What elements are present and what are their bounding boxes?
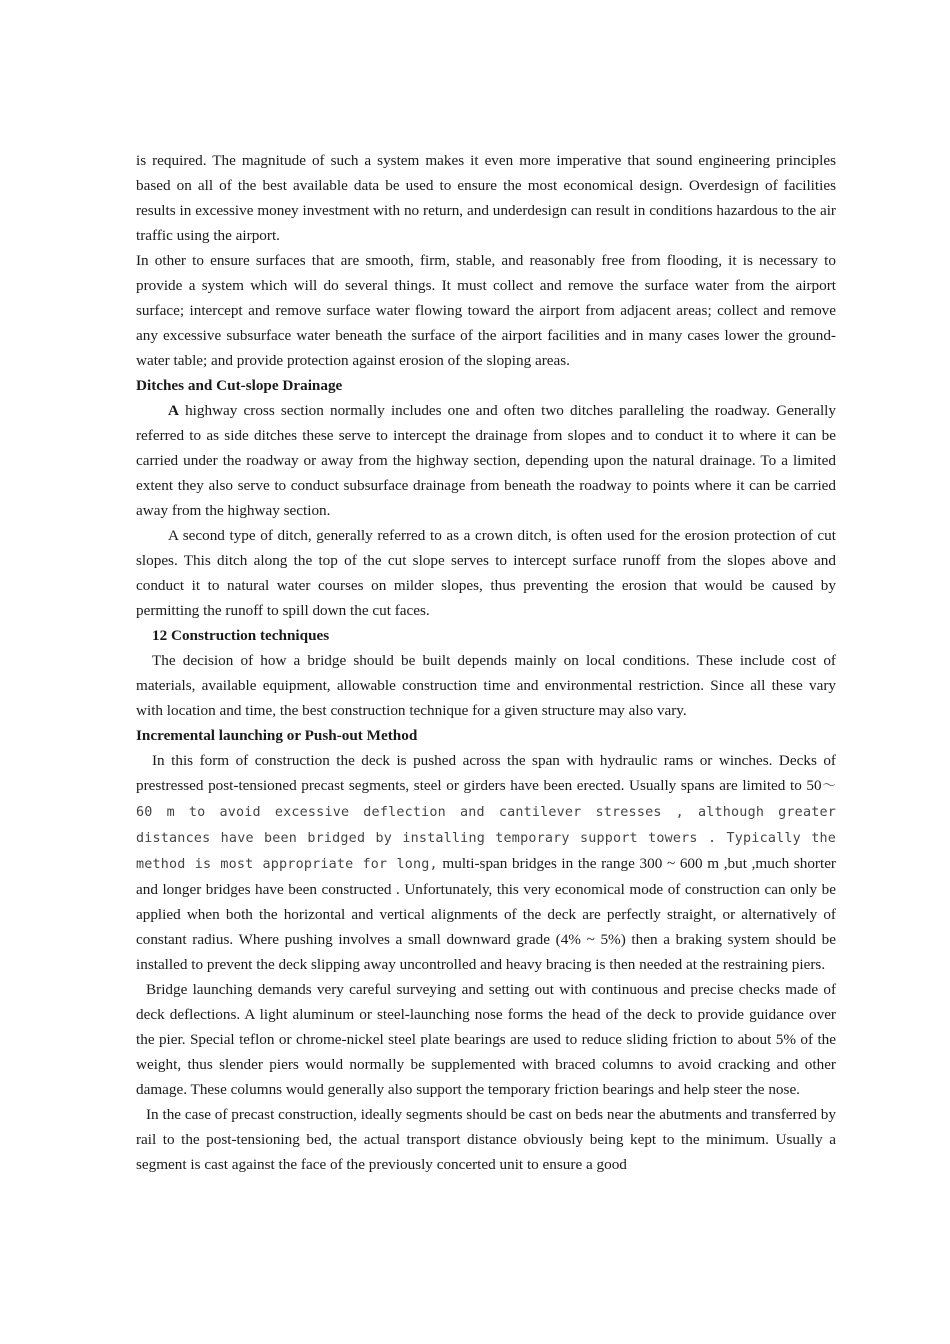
paragraph-bridge-decision: The decision of how a bridge should be built depends mainly on local conditions. These include cost of materials, available equipment, allowable construction time and environmental restriction. Since all these vary with location and time, the best construction technique for a given structure may also vary. — [136, 652, 836, 719]
heading-construction-techniques: 12 Construction techniques — [152, 627, 330, 644]
paragraph-side-ditches — [136, 398, 836, 523]
heading-incremental-launching: Incremental launching or Push-out Method — [136, 727, 418, 744]
paragraph-crown-ditch: A second type of ditch, generally referred to as a crown ditch, is often used for the erosion protection of cut slopes. This ditch along the top of the cut slope serves to intercept surface runoff from the slopes above and conduct it to natural water courses on milder slopes, thus preventing the erosion that would be caused by permitting the runoff to spill down the cut faces. — [136, 527, 836, 619]
paragraph-bridge-launching: Bridge launching demands very careful surveying and setting out with continuous and precise checks made of deck deflections. A light aluminum or steel-launching nose forms the head of the deck to provide guidance over the pier. Special teflon or chrome-nickel steel plate bearings are used to reduce sliding friction to about 5% of the weight, thus slender piers would normally be supplemented with braced columns to avoid cracking and other damage. These columns would generally also support the temporary friction bearings and help steer the nose. — [136, 981, 836, 1098]
paragraph-push-out-text-b: multi-span bridges in the range 300 ~ 600 m ,but ,much shorter and longer bridges have been constructed . Unfortunately, this very economical mode of construction can only be applied when both the horizontal and vertical alignments of the deck are perfectly straight, or alternatively of constant radius. Where pushing involves a small downward grade (4% ~ 5%) then a braking system should be installed to prevent the deck slipping away uncontrolled and heavy bracing is then needed at the restraining piers. — [136, 855, 836, 973]
paragraph-push-out-method — [136, 748, 836, 977]
paragraph-push-out-mono: ～60 m to avoid excessive deflection and cantilever stresses , although greater distances have been bridged by installing temporary support towers . Typically the method is most appropriate for long, — [136, 779, 836, 872]
paragraph-side-ditches-text: highway cross section normally includes one and often two ditches paralleling the roadway. Generally referred to as side ditches these serve to intercept the drainage from slopes and to conduct it to where it can be carried under the roadway or away from the highway section, depending upon the natural drainage. To a limited extent they also serve to conduct subsurface drainage from beneath the roadway to points where it can be carried away from the highway section. — [136, 402, 836, 519]
paragraph-precast-construction: In the case of precast construction, ideally segments should be cast on beds near the abutments and transferred by rail to the post-tensioning bed, the actual transport distance obviously being kept to the minimum. Usually a segment is cast against the face of the previously concerted unit to ensure a good — [136, 1106, 836, 1173]
paragraph-surface-requirements: In other to ensure surfaces that are smooth, firm, stable, and reasonably free from flooding, it is necessary to provide a system which will do several things. It must collect and remove the surface water from the airport surface; intercept and remove surface water flowing toward the airport from adjacent areas; collect and remove any excessive subsurface water beneath the surface of the airport facilities and in many cases lower the ground-water table; and provide protection against erosion of the sloping areas. — [136, 252, 836, 369]
document-page — [136, 148, 836, 1177]
paragraph-push-out-text-a: In this form of construction the deck is pushed across the span with hydraulic rams or winches. Decks of prestressed post-tensioned precast segments, steel or girders have been erected. Usually spans are limited to 50 — [136, 752, 836, 794]
paragraph-drainage-system: is required. The magnitude of such a system makes it even more imperative that sound engineering principles based on all of the best available data be used to ensure the most economical design. Overdesign of facilities results in excessive money investment with no return, and underdesign can result in conditions hazardous to the air traffic using the airport. — [136, 152, 836, 244]
paragraph-lead-letter: A — [168, 402, 179, 419]
heading-ditches: Ditches and Cut-slope Drainage — [136, 377, 343, 394]
